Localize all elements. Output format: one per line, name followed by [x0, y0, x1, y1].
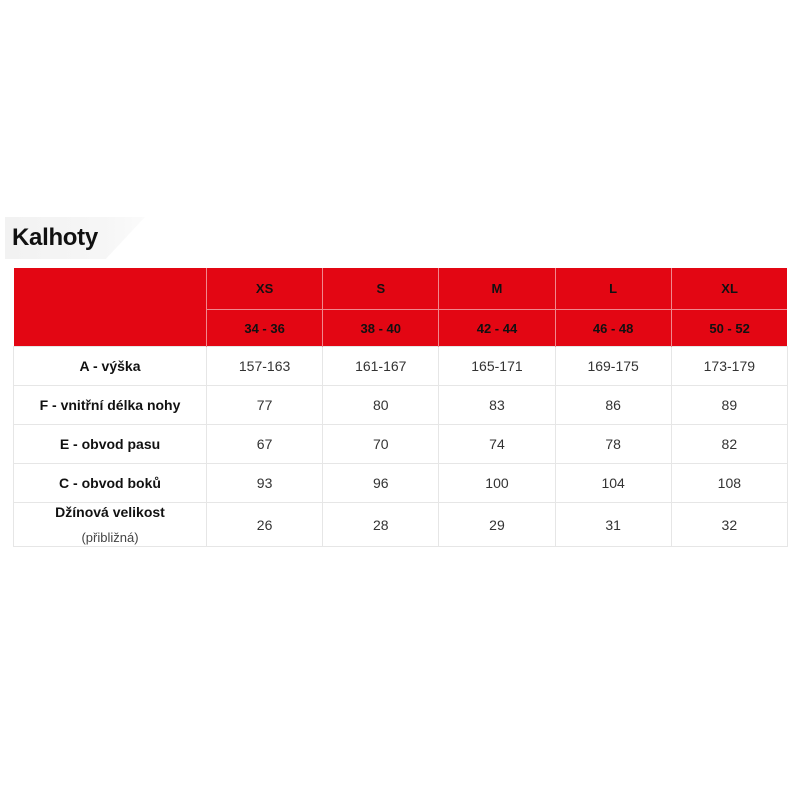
row-label-text: Džínová velikost [55, 504, 165, 520]
eu-size-header: 34 - 36 [207, 310, 323, 347]
table-cell: 104 [555, 464, 671, 503]
table-row [14, 425, 788, 464]
table-cell: 86 [555, 386, 671, 425]
size-header: XL [671, 268, 787, 310]
eu-size-header: 46 - 48 [555, 310, 671, 347]
table-cell: 29 [439, 503, 555, 547]
table-cell: 108 [671, 464, 787, 503]
table-cell: 77 [207, 386, 323, 425]
table-row [14, 464, 788, 503]
table-cell: 173-179 [671, 347, 787, 386]
table-row [14, 386, 788, 425]
size-table [13, 268, 788, 547]
header-row-sizes [14, 268, 788, 310]
eu-size-header: 42 - 44 [439, 310, 555, 347]
table-cell: 26 [207, 503, 323, 547]
row-label: E - obvod pasu [14, 425, 207, 464]
table-row [14, 503, 788, 547]
size-header: M [439, 268, 555, 310]
eu-size-header: 50 - 52 [671, 310, 787, 347]
size-header: L [555, 268, 671, 310]
row-label: A - výška [14, 347, 207, 386]
table-cell: 28 [323, 503, 439, 547]
table-cell: 31 [555, 503, 671, 547]
row-sublabel: (přibližná) [81, 530, 139, 545]
row-label: C - obvod boků [14, 464, 207, 503]
table-cell: 80 [323, 386, 439, 425]
table-cell: 100 [439, 464, 555, 503]
row-label: F - vnitřní délka nohy [14, 386, 207, 425]
table-cell: 96 [323, 464, 439, 503]
eu-size-header: 38 - 40 [323, 310, 439, 347]
table-cell: 32 [671, 503, 787, 547]
table-cell: 161-167 [323, 347, 439, 386]
table-cell: 157-163 [207, 347, 323, 386]
table-cell: 70 [323, 425, 439, 464]
header-row-eu [14, 310, 788, 347]
table-cell: 82 [671, 425, 787, 464]
table-cell: 74 [439, 425, 555, 464]
table-row [14, 347, 788, 386]
table-cell: 89 [671, 386, 787, 425]
table-cell: 78 [555, 425, 671, 464]
table-cell: 93 [207, 464, 323, 503]
table-cell: 169-175 [555, 347, 671, 386]
table-cell: 83 [439, 386, 555, 425]
table-cell: 165-171 [439, 347, 555, 386]
row-label [14, 503, 207, 547]
header-corner-cell [14, 268, 207, 310]
header-corner-cell [14, 310, 207, 347]
table-cell: 67 [207, 425, 323, 464]
page-title: Kalhoty [12, 224, 98, 251]
size-header: XS [207, 268, 323, 310]
size-header: S [323, 268, 439, 310]
